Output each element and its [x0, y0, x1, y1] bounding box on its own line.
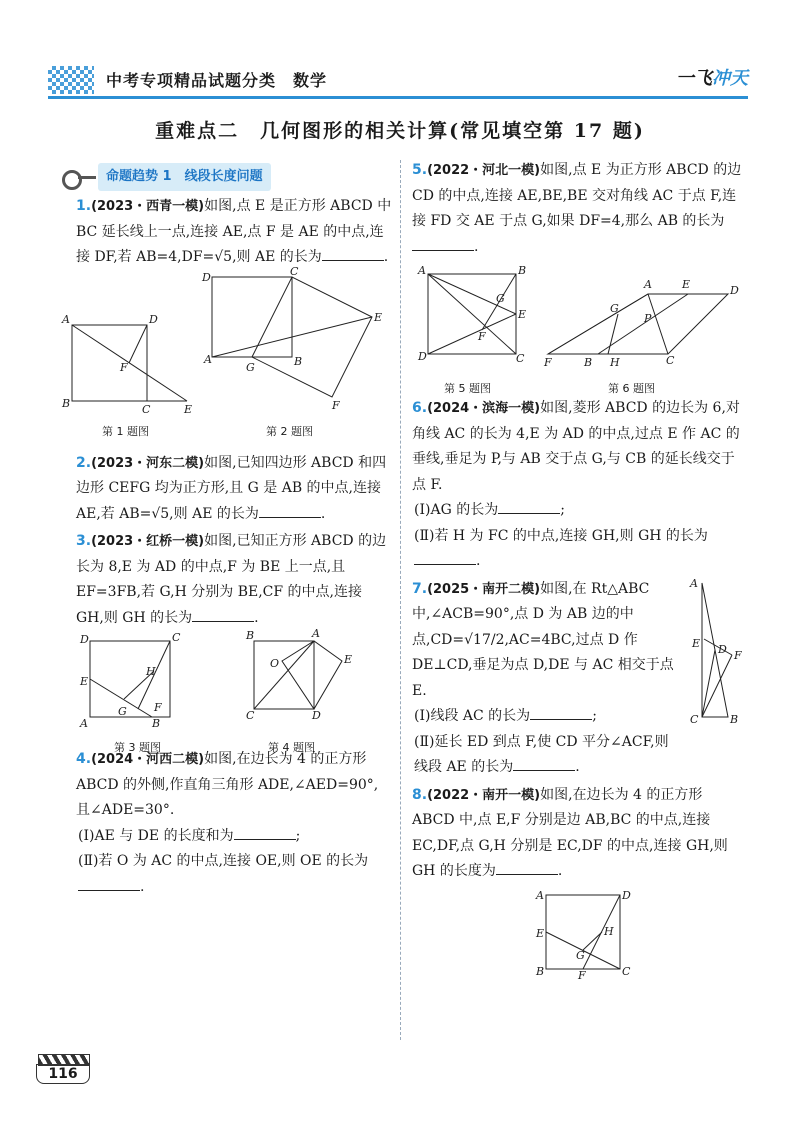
column-divider [400, 160, 401, 1040]
caption-fig-5: 第 5 题图 [444, 382, 491, 395]
svg-text:B: B [518, 264, 527, 277]
question-number: 3. [76, 533, 92, 549]
question-text: 如图,在 Rt△ABC 中,∠ACB=90°,点 D 为 AB 边的中点,CD=√17/2,AC=4BC,过点 D 作 DE⊥CD,垂足为点 D,DE 与 AC 相交于点 E. [412, 580, 674, 699]
question-part: (Ⅱ)若 H 为 FC 的中点,连接 GH,则 GH 的长为. [414, 527, 708, 569]
question-text: 如图,在边长为 4 的正方形 ABCD 的外侧,作直角三角形 ADE,∠AED=90°,且∠ADE=30°. [76, 751, 379, 818]
question-source: (2022・南开一模) [427, 787, 541, 803]
svg-text:F: F [154, 701, 162, 714]
question-number: 6. [412, 400, 428, 416]
question-text: 如图,点 E 是正方形 ABCD 中 BC 延长线上一点,连接 AE,点 F 是 AE 的中点,连接 DF,若 AB=4,DF=√5,则 AE 的长为 [76, 198, 392, 265]
svg-text:D: D [718, 642, 727, 656]
question-part: (Ⅰ)AE 与 DE 的长度和为 ; [76, 824, 392, 850]
question-part: (Ⅱ)若 O 为 AC 的中点,连接 OE,则 OE 的长为. [78, 853, 369, 895]
page-header [48, 60, 748, 100]
question-8: 8.(2022・南开一模)如图,在边长为 4 的正方形 ABCD 中,点 E,F 分别是边 AB,BC 的中点,连接 EC,DF,点 G,H 分别是 EC,DF 的中点,连接 GH,则 GH 的长度为 . [412, 786, 728, 879]
answer-blank[interactable] [530, 705, 592, 720]
question-number: 5. [412, 162, 428, 178]
figure-1-diagram [62, 264, 383, 437]
svg-text:A: A [62, 312, 70, 326]
question-1: 1.(2023・西青一模)如图,点 E 是正方形 ABCD 中 BC 延长线上一点,连接 AE,点 F 是 AE 的中点,连接 DF,若 AB=4,DF=√5,则 AE 的长为 . [76, 198, 392, 265]
figure-8 [412, 887, 742, 983]
svg-text:F: F [578, 968, 586, 982]
question-number: 2. [76, 454, 92, 471]
svg-text:A: A [644, 278, 652, 291]
svg-text:H: H [146, 665, 156, 678]
answer-blank[interactable] [414, 550, 476, 565]
caption-fig-2: 第 2 题图 [266, 424, 313, 438]
square-cefg [252, 277, 372, 397]
svg-text:E: E [80, 675, 89, 688]
figure-8-diagram [528, 888, 648, 982]
svg-text:H: H [610, 356, 620, 369]
answer-blank[interactable] [78, 876, 140, 891]
trend-banner [60, 160, 392, 194]
figure-3-4-diagram [62, 627, 378, 733]
brand-prefix: 一飞 [676, 68, 712, 89]
svg-text:H: H [604, 924, 614, 938]
svg-text:G: G [576, 948, 585, 962]
svg-text:C: C [290, 264, 299, 278]
answer-blank[interactable] [513, 756, 575, 771]
answer-blank[interactable] [259, 503, 321, 518]
question-source: (2024・河西二模) [91, 752, 205, 767]
svg-text:B: B [584, 356, 593, 369]
key-icon [60, 164, 98, 190]
rhombus-abcd [548, 294, 728, 354]
svg-text:D: D [149, 312, 158, 326]
section-title: 重难点二 几何图形的相关计算(常见填空第 17 题) [155, 120, 645, 142]
svg-text:G: G [246, 360, 255, 374]
svg-text:G: G [118, 705, 127, 718]
question-5: 5.(2022・河北一模)如图,点 E 为正方形 ABCD 的边 CD 的中点,连接 AE,BE,BE 交对角线 AC 于点 F,连接 FD 交 AE 于点 G,如果 DF=4,那么 AB 的长为. [412, 162, 742, 255]
svg-text:E: E [536, 926, 545, 940]
caption-fig-6: 第 6 题图 [608, 382, 655, 395]
question-text: 如图,在边长为 4 的正方形 ABCD 中,点 E,F 分别是边 AB,BC 的中点,连接 EC,DF,点 G,H 分别是 EC,DF 的中点,连接 GH,则 GH 的长度为 [412, 786, 728, 879]
right-column [412, 158, 742, 983]
question-3: 3.(2023・红桥一模)如图,已知正方形 ABCD 的边长为 8,E 为 AD 的中点,F 为 BE 上一点,且 EF=3FB,若 G,H 分别为 BE,CF 的中点,连接 GH,则 GH 的长为 . [76, 533, 387, 626]
question-source: (2023・西青一模) [91, 199, 205, 214]
svg-text:D: D [80, 633, 89, 646]
triangle-ade [282, 641, 342, 709]
part-text: (Ⅰ)AE 与 DE 的长度和为 [78, 827, 234, 844]
svg-text:C: C [142, 402, 151, 416]
question-text: 如图,点 E 为正方形 ABCD 的边 CD 的中点,连接 AE,BE,BE 交对角线 AC 于点 F,连接 FD 交 AE 于点 G,如果 DF=4,那么 AB 的长为 [412, 162, 742, 229]
svg-text:B: B [246, 629, 255, 642]
svg-text:B: B [152, 717, 161, 730]
square-abcd [72, 325, 147, 401]
answer-blank[interactable] [496, 860, 558, 875]
svg-text:B: B [536, 964, 545, 978]
question-source: (2023・河东二模) [91, 455, 205, 471]
part-text: (Ⅱ)延长 ED 到点 F,使 CD 平分∠ACF,则线段 AE 的长为 [414, 733, 669, 775]
question-text: 如图,菱形 ABCD 的边长为 6,对角线 AC 的长为 4,E 为 AD 的中点,过点 E 作 AC 的垂线,垂足为 P,与 AB 交于点 G,与 CB 的延长线交于点 F. [412, 400, 740, 493]
square-abcd-2 [212, 277, 292, 357]
svg-text:A: A [80, 717, 88, 730]
question-2: 2.(2023・河东二模)如图,已知四边形 ABCD 和四边形 CEFG 均为正方形,且 G 是 AB 的中点,连接 AE,若 AB=√5,则 AE 的长为 . [76, 454, 387, 522]
left-column [62, 160, 392, 902]
svg-text:A: A [536, 888, 544, 902]
svg-text:F: F [332, 398, 340, 412]
question-4 [76, 747, 392, 900]
header-title: 中考专项精品试题分类 数学 [106, 71, 328, 90]
caption-fig-3: 第 3 题图 [114, 741, 161, 754]
part-text: (Ⅰ)AG 的长为 [414, 502, 499, 518]
header-rule [48, 96, 748, 99]
svg-text:E: E [682, 278, 691, 291]
question-number: 4. [76, 751, 92, 767]
svg-text:A: A [418, 264, 426, 277]
figure-7-diagram [692, 577, 750, 727]
question-part: (Ⅰ)线段 AC 的长为 ; [412, 704, 682, 730]
svg-text:B: B [294, 354, 303, 368]
svg-text:C: C [246, 709, 255, 722]
caption-fig-4: 第 4 题图 [268, 741, 315, 754]
header-brand [676, 64, 748, 90]
svg-text:A: A [312, 627, 320, 640]
question-6 [412, 396, 742, 575]
question-source: (2023・红桥一模) [91, 534, 205, 549]
question-text: 如图,已知四边形 ABCD 和四边形 CEFG 均为正方形,且 G 是 AB 的中点,连接 AE,若 AB=√5,则 AE 的长为 [76, 454, 387, 522]
svg-text:O: O [270, 657, 280, 670]
svg-text:D: D [202, 270, 211, 284]
answer-blank[interactable] [412, 236, 474, 251]
trend-label: 命题趋势 1 线段长度问题 [98, 163, 271, 191]
question-number: 7. [412, 580, 428, 597]
page-number-badge [36, 1054, 92, 1082]
svg-text:C: C [622, 964, 631, 978]
question-part: (Ⅰ)AG 的长为 ; [412, 498, 742, 524]
question-source: (2022・河北一模) [427, 163, 541, 178]
svg-text:F: F [120, 360, 128, 374]
figures-3-4 [76, 627, 392, 754]
svg-text:D: D [730, 284, 739, 297]
figures-5-6 [412, 262, 742, 396]
svg-text:E: E [344, 653, 353, 666]
svg-text:D: D [312, 709, 321, 722]
svg-text:C: C [690, 712, 699, 726]
svg-text:F: F [478, 330, 486, 343]
question-number: 1. [76, 198, 92, 214]
svg-text:D: D [418, 350, 427, 363]
svg-text:C: C [516, 352, 525, 365]
header-pattern [48, 66, 94, 94]
question-source: (2024・滨海一模) [427, 401, 541, 416]
figure-5-6-diagram [412, 264, 742, 382]
question-text: 如图,已知正方形 ABCD 的边长为 8,E 为 AD 的中点,F 为 BE 上一点,且 EF=3FB,若 G,H 分别为 BE,CF 的中点,连接 GH,则 GH 的长为 [76, 533, 387, 626]
svg-text:G: G [496, 292, 505, 305]
answer-blank[interactable] [192, 607, 254, 622]
svg-text:F: F [734, 648, 742, 662]
question-number: 8. [412, 786, 428, 803]
svg-text:B: B [62, 396, 71, 410]
svg-text:E: E [692, 636, 701, 650]
figures-1-2 [62, 264, 392, 451]
part-text: (Ⅱ)若 H 为 FC 的中点,连接 GH,则 GH 的长为 [414, 527, 708, 544]
svg-text:E: E [374, 310, 383, 324]
svg-text:C: C [666, 354, 675, 367]
svg-text:A: A [690, 576, 698, 590]
page-number: 116 [36, 1064, 90, 1084]
svg-text:E: E [518, 308, 527, 321]
answer-blank[interactable] [234, 825, 296, 840]
svg-text:F: F [544, 356, 552, 369]
part-text: (Ⅰ)线段 AC 的长为 [414, 708, 531, 724]
question-7 [412, 577, 742, 781]
svg-text:C: C [172, 631, 181, 644]
part-text: (Ⅱ)若 O 为 AC 的中点,连接 OE,则 OE 的长为 [78, 853, 369, 869]
caption-fig-1: 第 1 题图 [102, 424, 149, 438]
svg-text:E: E [184, 402, 193, 416]
brand-suffix: 冲天 [712, 68, 748, 89]
answer-blank[interactable] [322, 246, 384, 261]
svg-text:G: G [610, 302, 619, 315]
question-source: (2025・南开二模) [427, 581, 541, 597]
svg-text:B: B [730, 712, 739, 726]
svg-text:P: P [644, 312, 652, 325]
svg-text:D: D [622, 888, 631, 902]
question-part: (Ⅱ)延长 ED 到点 F,使 CD 平分∠ACF,则线段 AE 的长为 . [414, 733, 669, 775]
svg-text:A: A [204, 352, 212, 366]
answer-blank[interactable] [498, 499, 560, 514]
